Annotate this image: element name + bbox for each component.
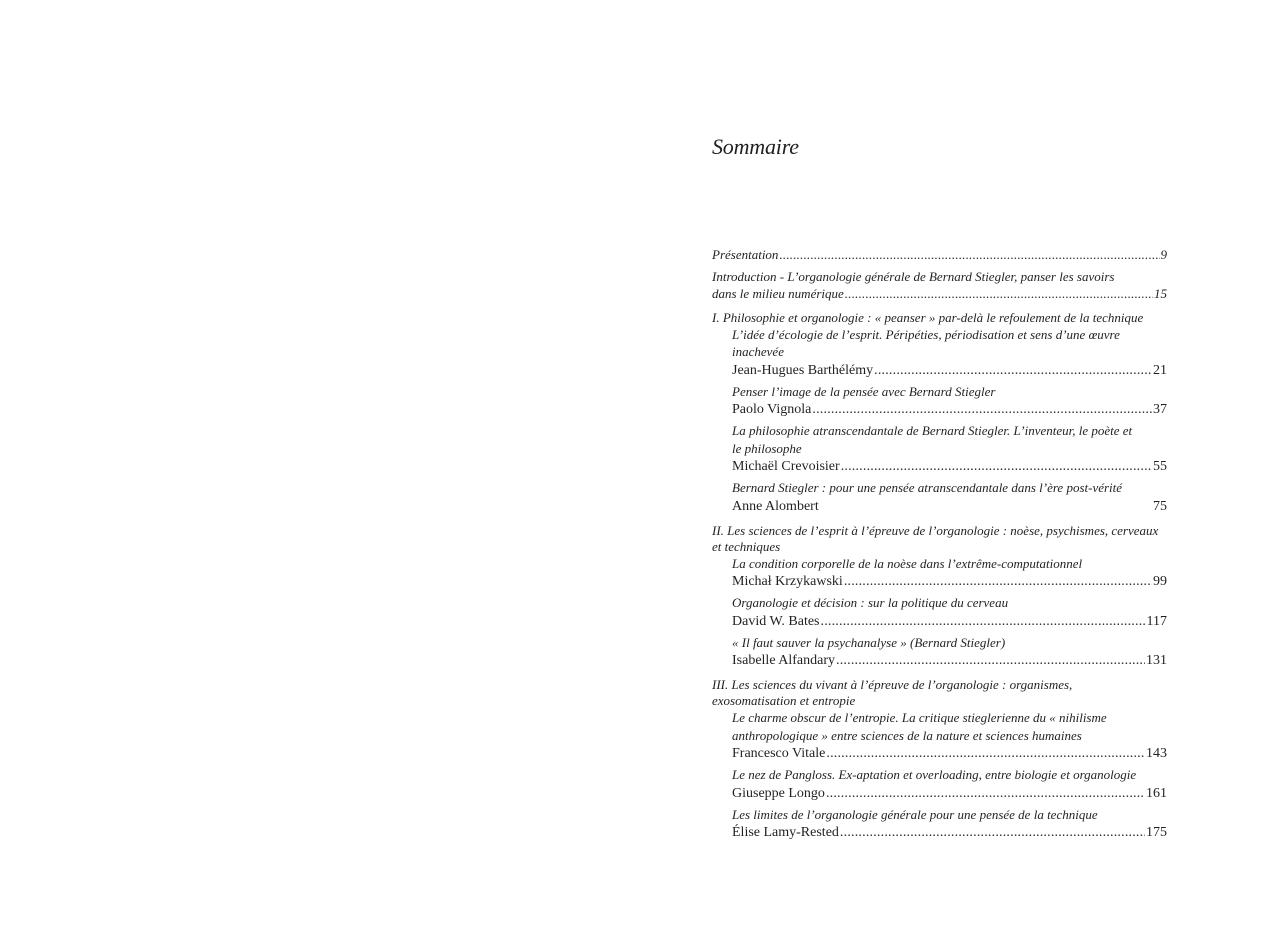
toc-page-number: 161 [1146, 785, 1167, 801]
toc-entry-title: dans le milieu numérique [712, 286, 844, 301]
toc-article[interactable] [732, 634, 1167, 671]
article-author: Michaël Crevoisier [732, 459, 840, 474]
toc-page-number: 75 [1153, 498, 1167, 514]
section-title[interactable]: III. Les sciences du vivant à l’épreuve de l’organologie : organismes, exosomatisation et entropie [712, 677, 1073, 708]
article-title: Penser l’image de la pensée avec Bernard Stiegler [732, 383, 996, 399]
article-title: Le nez de Pangloss. Ex-aptation et overloading, entre biologie et organologie [732, 767, 1137, 782]
dot-leader [841, 457, 1152, 476]
toc-page-number: 21 [1153, 362, 1167, 378]
article-title: La philosophie atranscendantale de Bernard Stiegler. L’inventeur, le poète et le philosophe [732, 423, 1133, 456]
toc-article[interactable] [732, 766, 1167, 803]
article-title: Le charme obscur de l’entropie. La critique stieglerienne du « nihilisme anthropologique » entre sciences de la nature et sciences humaines [732, 710, 1107, 743]
article-author: Isabelle Alfandary [732, 653, 836, 668]
article-title: La condition corporelle de la noèse dans l’extrême-computationnel [732, 555, 1083, 571]
dot-leader [874, 361, 1152, 380]
toc-page-number: 175 [1146, 825, 1167, 840]
article-author: Francesco Vitale [732, 746, 826, 761]
toc-page-number: 9 [1160, 247, 1167, 262]
toc-entry-introduction[interactable] [712, 268, 1167, 303]
dot-leader [840, 823, 1145, 842]
article-author: Élise Lamy-Rested [732, 825, 839, 840]
toc-page-number: 15 [1154, 286, 1167, 301]
toc-page-number: 131 [1146, 653, 1167, 668]
toc-section-1 [712, 310, 1167, 516]
toc-article[interactable] [732, 326, 1167, 380]
toc-entry-title: Présentation [712, 247, 779, 262]
dot-leader [836, 651, 1145, 670]
article-title: « Il faut sauver la psychanalyse » (Bernard Stiegler) [732, 634, 1006, 650]
toc-page-number: 37 [1153, 402, 1167, 417]
toc-page-number: 143 [1146, 746, 1167, 761]
toc-section-2 [712, 523, 1167, 671]
article-title: Organologie et décision : sur la politique du cerveau [732, 595, 1009, 610]
dot-leader [844, 572, 1152, 591]
table-of-contents [712, 246, 1167, 842]
article-author: Giuseppe Longo [732, 785, 825, 801]
dot-leader [826, 744, 1145, 763]
article-author: Anne Alombert [732, 498, 819, 514]
toc-article[interactable] [732, 806, 1167, 843]
toc-article[interactable] [732, 422, 1167, 476]
toc-article[interactable] [732, 383, 1167, 420]
toc-entry-title: Introduction - L’organologie générale de Bernard Stiegler, panser les savoirs [712, 268, 1115, 284]
toc-page-number: 99 [1153, 574, 1167, 589]
dot-leader [821, 612, 1146, 631]
article-author: Michał Krzykawski [732, 574, 843, 589]
dot-leader [845, 285, 1153, 303]
section-title[interactable]: II. Les sciences de l’esprit à l’épreuve de l’organologie : noèse, psychismes, cerveaux et techniques [712, 522, 1159, 554]
section-title[interactable]: I. Philosophie et organologie : « peanser » par-delà le refoulement de la technique [712, 309, 1144, 325]
article-author: David W. Bates [732, 613, 820, 629]
toc-article[interactable] [732, 594, 1167, 631]
article-title: Les limites de l’organologie générale pour une pensée de la technique [732, 806, 1098, 822]
page-title: Sommaire [712, 134, 799, 159]
article-author: Paolo Vignola [732, 402, 812, 417]
toc-page-number: 55 [1153, 459, 1167, 474]
article-author: Jean-Hugues Barthélémy [732, 362, 874, 378]
article-title: L’idée d’écologie de l’esprit. Péripéties, périodisation et sens d’une œuvre inachevée [732, 326, 1120, 359]
dot-leader [812, 400, 1152, 419]
toc-page-number: 117 [1146, 613, 1167, 629]
toc-article[interactable] [732, 709, 1167, 763]
article-title: Bernard Stiegler : pour une pensée atranscendantale dans l’ère post-vérité [732, 480, 1123, 495]
dot-leader [826, 784, 1145, 803]
dot-leader [779, 246, 1159, 264]
toc-section-3 [712, 677, 1167, 842]
toc-entry-title-line [712, 268, 1167, 286]
toc-entry-presentation[interactable] [712, 246, 1167, 264]
toc-article[interactable] [732, 555, 1167, 592]
toc-article[interactable] [732, 479, 1167, 516]
